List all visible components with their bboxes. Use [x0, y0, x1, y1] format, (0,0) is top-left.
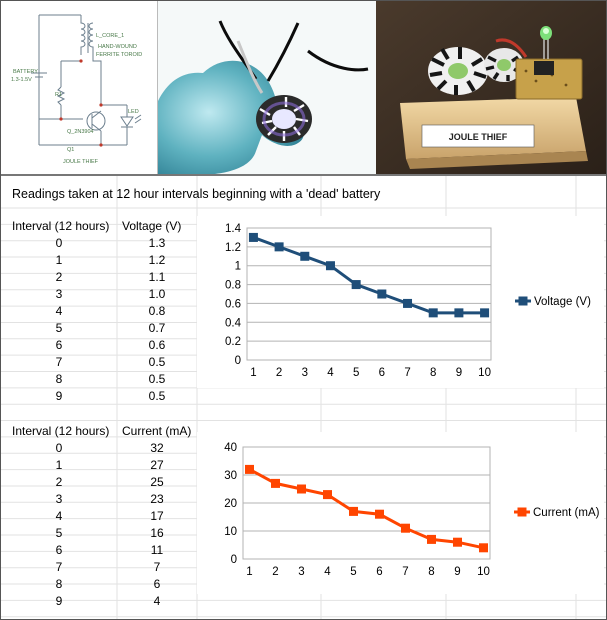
voltage-table-value-cell[interactable]: 0.5: [148, 389, 166, 403]
voltage-table-value-cell[interactable]: 1.3: [148, 236, 166, 250]
voltage-table-interval-cell[interactable]: 5: [55, 321, 63, 335]
schematic-drawing: [1, 1, 158, 175]
current-table-header-row: [1, 423, 197, 439]
voltage-chart-x-tick-label: 7: [404, 367, 411, 379]
voltage-table-value-cell[interactable]: 0.5: [148, 355, 166, 369]
spreadsheet: [1, 176, 607, 620]
current-chart-y-tick-label: 0: [230, 554, 237, 566]
voltage-table-interval-cell[interactable]: 4: [55, 304, 63, 318]
current-chart-legend-marker: [518, 508, 527, 517]
resistor-label: R1: [55, 92, 63, 98]
current-table-row: [1, 525, 197, 541]
voltage-table-interval-cell[interactable]: 9: [55, 389, 63, 403]
schematic-diagram: [1, 1, 158, 175]
sheet-title: Readings taken at 12 hour intervals beginning with a 'dead' battery: [12, 187, 381, 201]
led-label: LED: [128, 109, 139, 115]
current-table-row: [1, 576, 197, 592]
voltage-table-row: [1, 252, 197, 268]
voltage-chart-x-tick-label: 5: [352, 367, 360, 379]
voltage-chart-data-point[interactable]: [300, 252, 309, 261]
voltage-table-interval-cell[interactable]: 2: [55, 270, 63, 284]
current-chart-legend-label: Current (mA): [533, 507, 600, 519]
current-table-row: [1, 508, 197, 524]
current-table-value-cell[interactable]: 7: [153, 560, 161, 574]
voltage-table-value-cell[interactable]: 0.6: [148, 338, 166, 352]
current-table-value-cell[interactable]: 4: [153, 594, 161, 608]
current-table-value-cell[interactable]: 6: [153, 577, 161, 591]
current-chart-data-point[interactable]: [297, 485, 306, 494]
current-table-row: [1, 491, 197, 507]
voltage-table-row: [1, 320, 197, 336]
current-chart-data-point[interactable]: [349, 507, 358, 516]
hand-toroid-illustration: [158, 1, 376, 175]
current-table-row: [1, 559, 197, 575]
voltage-chart-x-tick-label: 6: [378, 367, 386, 379]
voltage-chart-x-tick-label: 9: [455, 367, 463, 379]
current-table-row: [1, 440, 197, 456]
voltage-chart-y-tick-label: 1.4: [225, 223, 241, 235]
current-table-interval-header[interactable]: Interval (12 hours): [12, 424, 110, 438]
current-chart-series-line: [250, 469, 484, 547]
voltage-table-value-cell[interactable]: 0.5: [148, 372, 166, 386]
current-table-value-cell[interactable]: 27: [150, 458, 164, 472]
current-chart-x-tick-label: 1: [246, 566, 253, 578]
voltage-chart-x-tick-label: 8: [430, 367, 437, 379]
voltage-chart-y-tick-label: 0.4: [225, 317, 241, 330]
current-table-value-cell[interactable]: 25: [150, 475, 164, 489]
voltage-chart-x-tick-label: 1: [250, 367, 257, 379]
voltage-chart-data-point[interactable]: [275, 242, 284, 251]
voltage-chart-data-point[interactable]: [326, 261, 335, 270]
voltage-table-row: [1, 337, 197, 353]
voltage-chart-data-point[interactable]: [480, 308, 489, 317]
voltage-table-value-cell[interactable]: 0.7: [148, 321, 166, 335]
current-chart-data-point[interactable]: [453, 538, 462, 547]
current-chart-x-tick-label: 9: [454, 566, 461, 578]
current-chart-x-tick-label: 7: [402, 566, 409, 578]
voltage-table-interval-cell[interactable]: 0: [55, 236, 63, 250]
voltage-chart-x-tick-label: 2: [275, 367, 283, 379]
circuit-title: JOULE THIEF: [63, 159, 99, 165]
current-chart-x-tick-label: 5: [350, 566, 357, 578]
voltage-table-value-cell[interactable]: 1.1: [148, 270, 166, 284]
voltage-chart-data-point[interactable]: [249, 233, 258, 242]
current-table-interval-cell[interactable]: 2: [55, 475, 63, 489]
current-table-value-cell[interactable]: 11: [150, 543, 164, 557]
joule-thief-photo: [376, 1, 607, 175]
voltage-table-row: [1, 371, 197, 387]
current-table-row: [1, 593, 197, 609]
current-chart-x-tick-label: 2: [272, 566, 279, 578]
current-chart-x-tick-label: 10: [477, 566, 490, 578]
current-table-interval-cell[interactable]: 6: [55, 543, 63, 557]
voltage-chart-legend-marker: [519, 297, 528, 306]
current-chart-data-point[interactable]: [401, 524, 410, 533]
voltage-chart-legend-label: Voltage (V): [534, 296, 591, 308]
voltage-table-interval-header[interactable]: Interval (12 hours): [12, 219, 110, 233]
voltage-table-row: [1, 388, 197, 404]
current-chart-svg: [197, 432, 604, 594]
current-chart-x-tick-label: 6: [376, 566, 383, 578]
voltage-table-interval-cell[interactable]: 7: [55, 355, 63, 369]
current-table-row: [1, 542, 197, 558]
current-table-row: [1, 474, 197, 490]
voltage-chart-y-tick-label: 0.8: [225, 279, 241, 292]
voltage-table-interval-cell[interactable]: 6: [55, 338, 63, 352]
current-table-interval-cell[interactable]: 5: [55, 526, 63, 540]
voltage-chart-data-point[interactable]: [352, 280, 361, 289]
voltage-chart-data-point[interactable]: [429, 308, 438, 317]
voltage-table-row: [1, 303, 197, 319]
transistor-label: Q_2N3904: [67, 129, 94, 135]
voltage-chart-data-point[interactable]: [403, 299, 412, 308]
voltage-chart-y-tick-label: 0.6: [225, 298, 241, 311]
current-table-row: [1, 457, 197, 473]
voltage-chart-x-tick-label: 3: [301, 367, 308, 379]
battery-voltage-label: 1.3-1.5V: [11, 77, 32, 83]
current-table-interval-cell[interactable]: 0: [55, 441, 63, 455]
voltage-table-row: [1, 354, 197, 370]
current-chart-x-tick-label: 3: [298, 566, 305, 578]
current-table-interval-cell[interactable]: 4: [55, 509, 63, 523]
current-table-value-cell[interactable]: 32: [150, 441, 164, 455]
current-chart-y-tick-label: 10: [224, 526, 237, 538]
current-table-value-cell[interactable]: 16: [150, 526, 164, 540]
voltage-table-value-header[interactable]: Voltage (V): [122, 219, 182, 233]
voltage-chart: [197, 216, 604, 388]
voltage-table-row: [1, 235, 197, 251]
current-chart-data-point[interactable]: [245, 465, 254, 474]
toroid-label-line-2: FERRITE TOROID: [96, 52, 143, 58]
current-table-interval-cell[interactable]: 8: [55, 577, 63, 591]
q1-label: Q1: [67, 147, 75, 153]
current-table-interval-cell[interactable]: 7: [55, 560, 63, 574]
voltage-chart-series-line: [253, 237, 484, 312]
voltage-chart-y-tick-label: 0: [234, 355, 241, 367]
voltage-chart-x-tick-label: 10: [478, 367, 491, 379]
inverted-hand-photo: [158, 1, 376, 175]
voltage-table-interval-cell[interactable]: 1: [55, 253, 63, 267]
current-chart-data-point[interactable]: [271, 479, 280, 488]
current-chart-x-tick-label: 4: [324, 566, 331, 578]
voltage-chart-y-tick-label: 1.2: [225, 241, 241, 254]
current-table-interval-cell[interactable]: 1: [55, 458, 63, 472]
voltage-chart-data-point[interactable]: [377, 290, 386, 299]
current-table-interval-cell[interactable]: 9: [55, 594, 63, 608]
voltage-chart-x-tick-label: 4: [327, 367, 334, 379]
current-chart-data-point[interactable]: [375, 510, 384, 519]
current-chart-y-tick-label: 30: [224, 470, 237, 482]
voltage-chart-svg: [197, 216, 604, 388]
toroid-label-line-1: HAND-WOUND: [98, 44, 137, 50]
current-chart-data-point[interactable]: [323, 490, 332, 499]
voltage-table-value-cell[interactable]: 0.8: [148, 304, 166, 318]
voltage-table-interval-cell[interactable]: 3: [55, 287, 63, 301]
current-table-value-cell[interactable]: 23: [150, 492, 164, 506]
voltage-chart-y-tick-label: 0.2: [225, 336, 241, 349]
voltage-table-value-cell[interactable]: 1.2: [148, 253, 166, 267]
current-chart: [197, 432, 604, 594]
current-chart-y-tick-label: 40: [224, 442, 237, 454]
current-table-value-header[interactable]: Current (mA): [122, 424, 192, 438]
current-table-value-cell[interactable]: 17: [150, 509, 164, 523]
joule-thief-device-illustration: [376, 1, 607, 175]
current-chart-data-point[interactable]: [479, 543, 488, 552]
voltage-table-value-cell[interactable]: 1.0: [148, 287, 166, 301]
voltage-table-header-row: [1, 218, 197, 234]
current-table-interval-cell[interactable]: 3: [55, 492, 63, 506]
voltage-chart-y-tick-label: 1: [234, 260, 241, 273]
current-chart-x-tick-label: 8: [428, 566, 435, 578]
current-chart-y-tick-label: 20: [224, 498, 237, 510]
voltage-table-row: [1, 269, 197, 285]
core-label: L_CORE_1: [96, 33, 125, 39]
voltage-table-row: [1, 286, 197, 302]
voltage-chart-data-point[interactable]: [454, 308, 463, 317]
current-chart-data-point[interactable]: [427, 535, 436, 544]
voltage-table-interval-cell[interactable]: 8: [55, 372, 63, 386]
battery-label: BATTERY: [13, 69, 38, 75]
device-sign-text: JOULE THIEF: [448, 132, 508, 142]
